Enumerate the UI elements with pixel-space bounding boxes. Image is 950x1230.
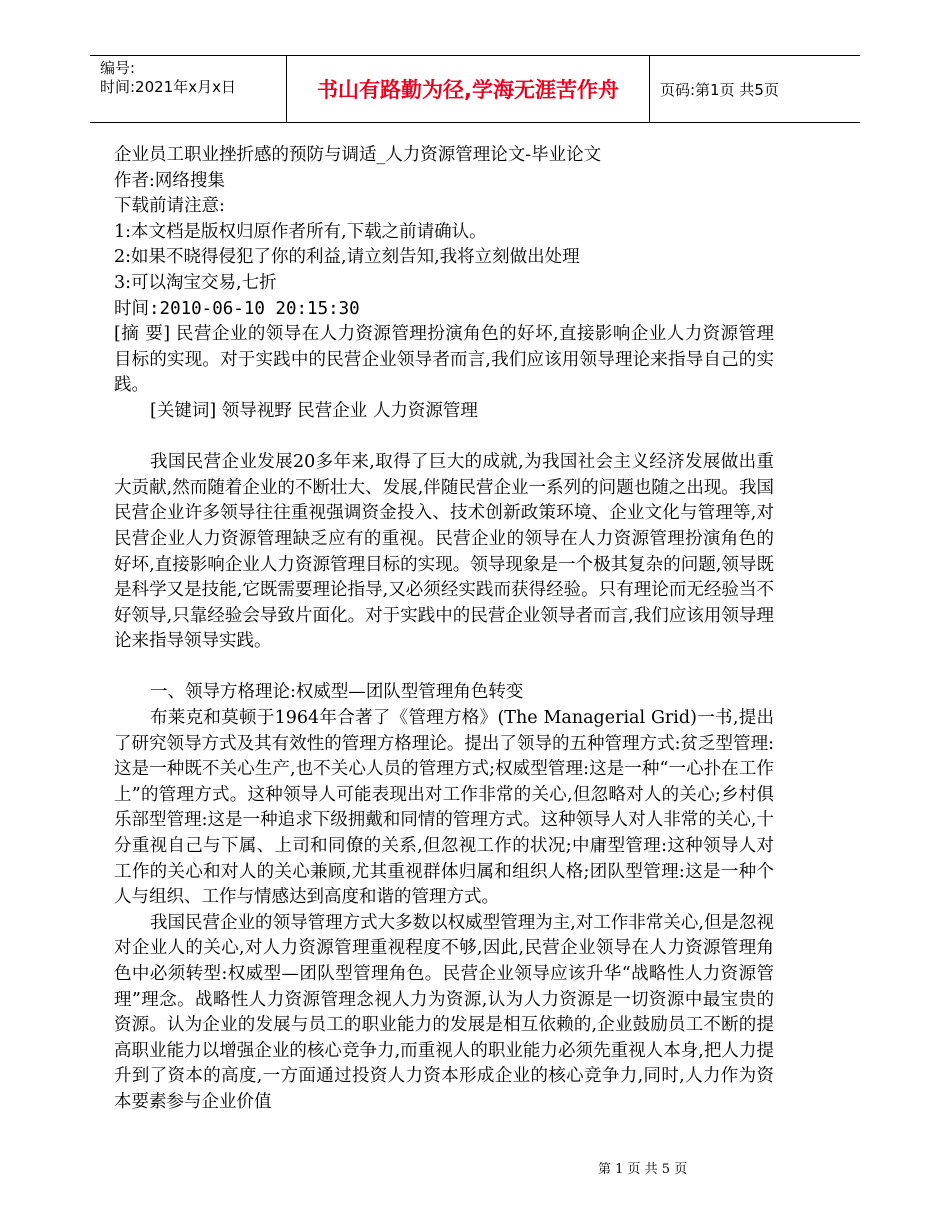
notice-item-1: 1:本文档是版权归原作者所有,下载之前请确认。 <box>114 221 487 242</box>
doc-author: 作者:网络搜集 <box>114 170 225 191</box>
keywords: [关键词] 领导视野 民营企业 人力资源管理 <box>150 400 478 421</box>
page-header <box>90 55 860 123</box>
doc-timestamp: 时间:2010-06-10 20:15:30 <box>114 298 360 319</box>
notice-heading: 下载前请注意: <box>114 196 225 217</box>
paragraph-intro: 我国民营企业发展20多年来,取得了巨大的成就,为我国社会主义经济发展做出重大贡献,然而随着企业的不断壮大、发展,伴随民营企业一系列的问题也随之出现。我国民营企业许多领导往往重视强调资金投入、技术创新政策环境、企业文化与管理等,对民营企业人力资源管理缺乏应有的重视。民营企业的领导在人力资源管理扮演角色的好坏,直接影响企业人力资源管理目标的实现。领导现象是一个极其复杂的问题,领导既是科学又是技能,它既需要理论指导,又必须经实践而获得经验。只有理论而无经验当不好领导,只靠经验会导致片面化。对于实践中的民营企业领导者而言,我们应该用领导理论来指导领导实践。 <box>114 452 774 652</box>
spacer <box>114 425 774 451</box>
document-body <box>114 143 774 1116</box>
page-footer: 第 1 页 共 5 页 <box>598 1162 688 1177</box>
doc-number-label: 编号: <box>100 59 136 77</box>
notice-item-3: 3:可以淘宝交易,七折 <box>114 272 277 293</box>
doc-time-label: 时间:2021年x月x日 <box>100 78 236 96</box>
notice-item-2: 2:如果不晓得侵犯了你的利益,请立刻告知,我将立刻做出处理 <box>114 247 580 268</box>
section-heading-1: 一、领导方格理论:权威型—团队型管理角色转变 <box>150 682 524 703</box>
doc-title: 企业员工职业挫折感的预防与调适_人力资源管理论文-毕业论文 <box>114 145 602 165</box>
paragraph-managerial-grid: 布莱克和莫顿于1964年合著了《管理方格》(The Managerial Grid)一书,提出了研究领导方式及其有效性的管理方格理论。提出了领导的五种管理方式:贫乏型管理:这是一种既不关心生产,也不关心人员的管理方式;权威型管理:这是一种“一心扑在工作上”的管理方式。这种领导人可能表现出对工作非常的关心,但忽略对人的关心;乡村俱乐部型管理:这是一种追求下级拥戴和同情的管理方式。这种领导人对人非常的关心,十分重视自己与下属、上司和同僚的关系,但忽视工作的状况;中庸型管理:这种领导人对工作的关心和对人的关心兼顾,尤其重视群体归属和组织人格;团队型管理:这是一种个人与组织、工作与情感达到高度和谐的管理方式。 <box>114 708 774 908</box>
spacer <box>114 655 774 681</box>
paragraph-role-transition: 我国民营企业的领导管理方式大多数以权威型管理为主,对工作非常关心,但是忽视对企业人的关心,对人力资源管理重视程度不够,因此,民营企业领导在人力资源管理角色中必须转型:权威型—团队型管理角色。民营企业领导应该升华“战略性人力资源管理”理念。战略性人力资源管理念视人力为资源,认为人力资源是一切资源中最宝贵的资源。认为企业的发展与员工的职业能力的发展是相互依赖的,企业鼓励员工不断的提高职业能力以增强企业的核心竞争力,而重视人的职业能力必须先重视人本身,把人力提升到了资本的高度,一方面通过投资人力资本形成企业的核心竞争力,同时,人力作为资本要素参与企业价值 <box>114 912 774 1112</box>
header-page-info: 页码:第1页 共5页 <box>660 80 779 99</box>
abstract: [摘 要] 民营企业的领导在人力资源管理扮演角色的好坏,直接影响企业人力资源管理目标的实现。对于实践中的民营企业领导者而言,我们应该用领导理论来指导自己的实践。 <box>114 324 774 396</box>
header-motto: 书山有路勤为径,学海无涯苦作舟 <box>286 56 650 122</box>
header-meta <box>90 56 286 122</box>
